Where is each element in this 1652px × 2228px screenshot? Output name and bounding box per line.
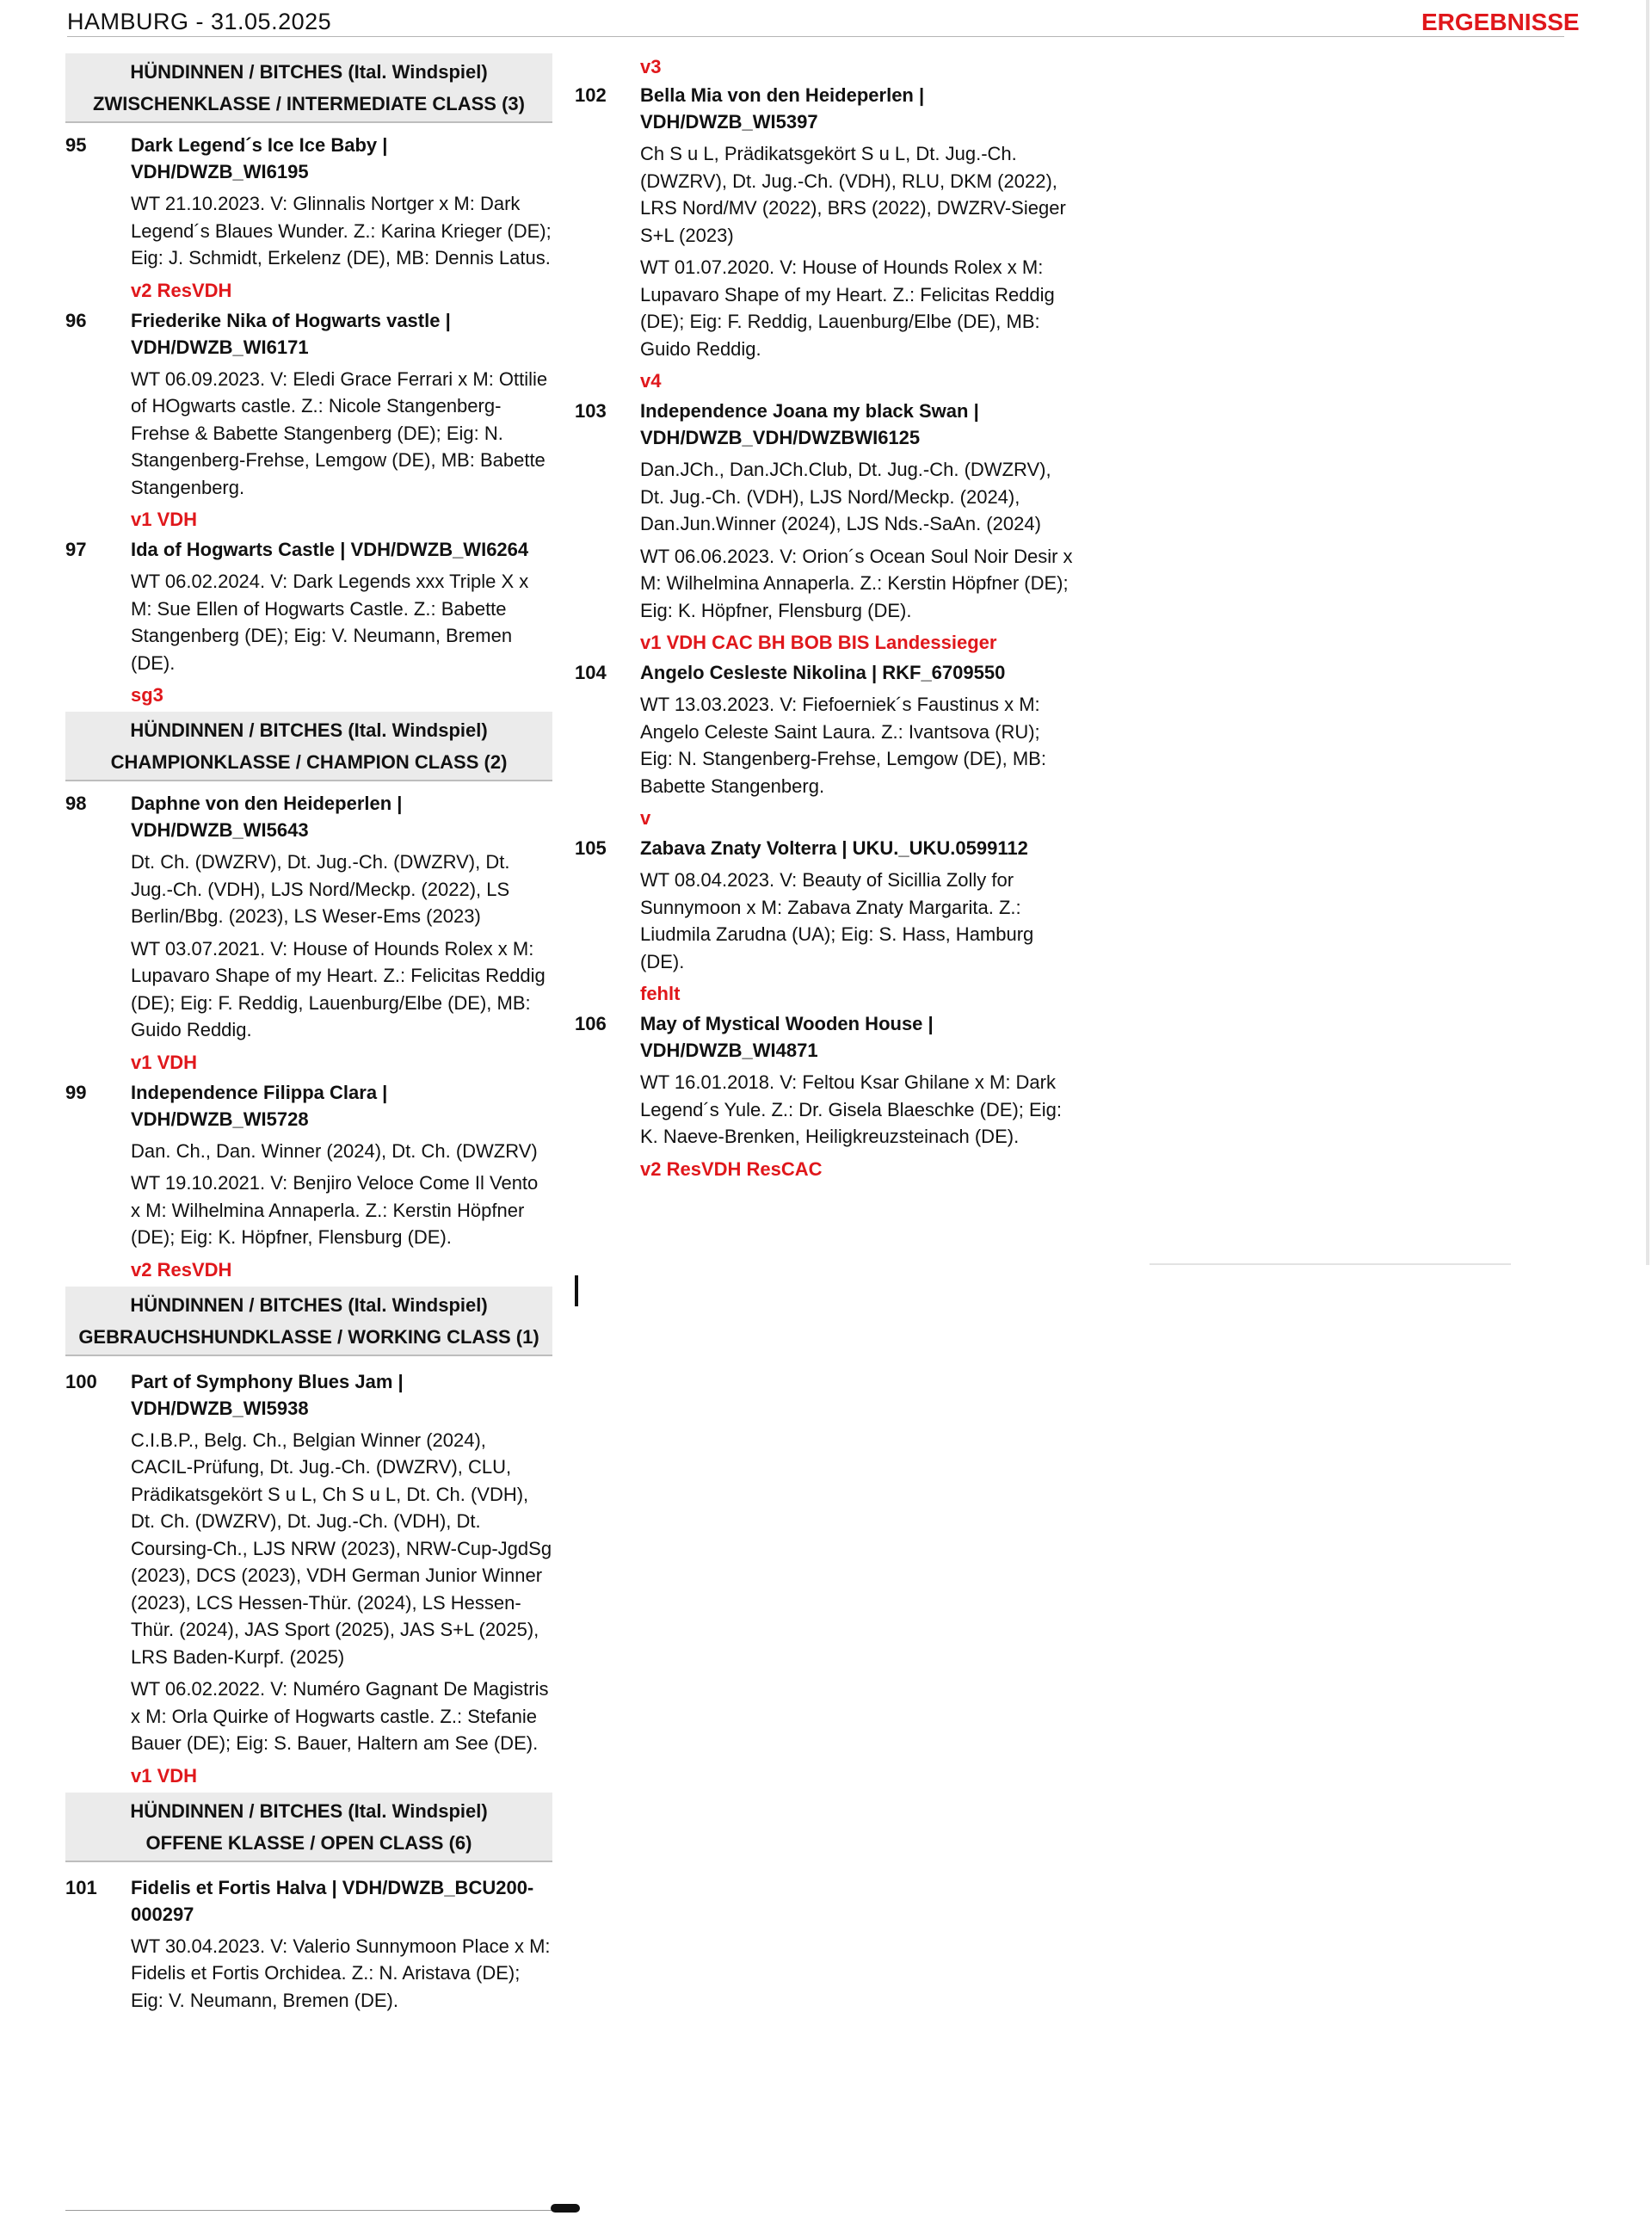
text-cursor — [575, 1275, 578, 1306]
class-header-line2: CHAMPIONKLASSE / CHAMPION CLASS (2) — [110, 751, 508, 773]
class-header-line2: OFFENE KLASSE / OPEN CLASS (6) — [145, 1831, 472, 1854]
dog-details: WT 01.07.2020. V: House of Hounds Rolex x M: Lupavaro Shape of my Heart. Z.: Felicitas Reddig (DE); Eig: F. Reddig, Lauenburg/Elbe (DE), MB: Guido Reddig. — [640, 256, 1055, 360]
dog-titles: Dan. Ch., Dan. Winner (2024), Dt. Ch. (DWZRV) — [131, 1139, 538, 1162]
dog-details: WT 06.02.2024. V: Dark Legends xxx Triple X x M: Sue Ellen of Hogwarts Castle. Z.: Babette Stangenberg (DE); Eig: V. Neumann, Bremen (DE). — [131, 571, 529, 674]
result-grade: fehlt — [640, 983, 681, 1004]
result-grade: v4 — [640, 370, 662, 392]
entry-103 — [575, 398, 1074, 656]
class-header-line1: HÜNDINNEN / BITCHES (Ital. Windspiel) — [130, 719, 488, 741]
class-header-intermediate — [65, 53, 552, 123]
class-header-line1: HÜNDINNEN / BITCHES (Ital. Windspiel) — [130, 61, 488, 83]
result-grade: v1 VDH CAC BH BOB BIS Landessieger — [640, 632, 997, 653]
result-grade: v2 ResVDH ResCAC — [640, 1157, 823, 1180]
left-column — [65, 50, 552, 2022]
result-grade: v2 ResVDH — [131, 1258, 232, 1281]
right-column — [575, 52, 1074, 1186]
dog-titles: Dan.JCh., Dan.JCh.Club, Dt. Jug.-Ch. (DWZRV), Dt. Jug.-Ch. (VDH), LJS Nord/Meckp. (2024), Dan.Jun.Winner (2024), LJS Nds.-SaAn. (2024) — [640, 459, 1051, 534]
entry-102 — [575, 82, 1074, 394]
page-mark — [551, 2204, 580, 2213]
catalog-number: 101 — [65, 1876, 97, 1898]
dog-name: Ida of Hogwarts Castle | VDH/DWZB_WI6264 — [131, 539, 529, 560]
catalog-number: 97 — [65, 539, 87, 560]
catalog-number: 102 — [575, 84, 607, 106]
dog-details: WT 03.07.2021. V: House of Hounds Rolex x M: Lupavaro Shape of my Heart. Z.: Felicitas Reddig (DE); Eig: F. Reddig, Lauenburg/Elbe (DE), MB: Guido Reddig. — [131, 937, 546, 1040]
dog-details: WT 13.03.2023. V: Fiefoerniek´s Faustinus x M: Angelo Celeste Saint Laura. Z.: Ivantsova (RU); Eig: N. Stangenberg-Frehse, Lemgow (DE), MB: Babette Stangenberg. — [640, 694, 1046, 797]
dog-name: Dark Legend´s Ice Ice Baby | VDH/DWZB_WI6195 — [131, 134, 388, 182]
dog-details: WT 19.10.2021. V: Benjiro Veloce Come Il Vento x M: Wilhelmina Annaperla. Z.: Kerstin Höpfner (DE); Eig: K. Höpfner, Flensburg (DE). — [131, 1172, 539, 1248]
result-grade: v — [640, 807, 651, 829]
dog-name: Independence Filippa Clara | VDH/DWZB_WI5728 — [131, 1081, 388, 1130]
dog-details: WT 06.02.2022. V: Numéro Gagnant De Magistris x M: Orla Quirke of Hogwarts castle. Z.: Stefanie Bauer (DE); Eig: S. Bauer, Haltern am See (DE). — [131, 1678, 549, 1754]
catalog-number: 103 — [575, 400, 607, 422]
class-header-open — [65, 1793, 552, 1862]
class-header-line2: GEBRAUCHSHUNDKLASSE / WORKING CLASS (1) — [78, 1325, 539, 1348]
page-edge-shadow — [1646, 0, 1649, 1265]
result-grade: v2 ResVDH — [131, 279, 232, 301]
entry-95 — [65, 132, 552, 304]
class-header-line1: HÜNDINNEN / BITCHES (Ital. Windspiel) — [130, 1293, 488, 1316]
class-header-working — [65, 1287, 552, 1356]
header-divider — [67, 36, 1564, 37]
dog-name: Friederike Nika of Hogwarts vastle | VDH/DWZB_WI6171 — [131, 309, 451, 358]
result-grade-entry-101: v3 — [640, 56, 662, 77]
result-grade: v1 VDH — [131, 1764, 198, 1787]
dog-name: Independence Joana my black Swan | VDH/DWZB_VDH/DWZBWI6125 — [640, 400, 979, 448]
dog-details: WT 30.04.2023. V: Valerio Sunnymoon Place x M: Fidelis et Fortis Orchidea. Z.: N. Aristava (DE); Eig: V. Neumann, Bremen (DE). — [131, 1935, 551, 2011]
catalog-number: 98 — [65, 793, 87, 814]
class-header-champion — [65, 712, 552, 781]
entry-98 — [65, 790, 552, 1076]
entry-104 — [575, 659, 1074, 831]
dog-details: WT 21.10.2023. V: Glinnalis Nortger x M: Dark Legend´s Blaues Wunder. Z.: Karina Krieger (DE); Eig: J. Schmidt, Erkelenz (DE), MB: Dennis Latus. — [131, 193, 552, 268]
dog-titles: C.I.B.P., Belg. Ch., Belgian Winner (2024), CACIL-Prüfung, Dt. Jug.-Ch. (DWZRV), CLU, Prädikatsgekört S u L, Ch S u L, Dt. Ch. (VDH), Dt. Ch. (DWZRV), Dt. Jug.-Ch. (VDH), Dt. Coursing-Ch., LJS NRW (2023), NRW-Cup-JgdSg (2023), DCS (2023), VDH German Junior Winner (2023), LCS Hessen-Thür. (2024), LS Hessen-Thür. (2024), JAS Sport (2025), JAS S+L (2025), LRS Baden-Kurpf. (2025) — [131, 1429, 552, 1668]
dog-name: Angelo Cesleste Nikolina | RKF_6709550 — [640, 662, 1006, 683]
class-header-line2: ZWISCHENKLASSE / INTERMEDIATE CLASS (3) — [93, 93, 525, 114]
entry-97 — [65, 536, 552, 708]
catalog-number: 96 — [65, 309, 87, 331]
entry-100 — [65, 1368, 552, 1789]
dog-name: Part of Symphony Blues Jam | VDH/DWZB_WI5938 — [131, 1370, 404, 1419]
catalog-number: 104 — [575, 662, 607, 683]
dog-name: Fidelis et Fortis Halva | VDH/DWZB_BCU200-000297 — [131, 1876, 534, 1925]
dog-details: WT 16.01.2018. V: Feltou Ksar Ghilane x M: Dark Legend´s Yule. Z.: Dr. Gisela Blaeschke (DE); Eig: K. Naeve-Brenken, Heiligkreuzsteinach (DE). — [640, 1071, 1062, 1147]
results-heading: ERGEBNISSE — [1421, 9, 1580, 35]
entry-106 — [575, 1010, 1074, 1182]
catalog-number: 106 — [575, 1013, 607, 1034]
catalog-number: 105 — [575, 837, 607, 859]
entry-99 — [65, 1079, 552, 1283]
result-grade: v1 VDH — [131, 509, 198, 530]
entry-101 — [65, 1874, 552, 2020]
catalog-number: 99 — [65, 1081, 87, 1103]
footer-divider — [65, 2210, 552, 2211]
faint-overflow-line — [1150, 1263, 1511, 1265]
entry-96 — [65, 307, 552, 534]
dog-name: May of Mystical Wooden House | VDH/DWZB_WI4871 — [640, 1013, 934, 1061]
dog-titles: Dt. Ch. (DWZRV), Dt. Jug.-Ch. (DWZRV), Dt. Jug.-Ch. (VDH), LJS Nord/Meckp. (2022), LS Berlin/Bbg. (2023), LS Weser-Ems (2023) — [131, 851, 510, 927]
show-location-date: HAMBURG - 31.05.2025 — [67, 9, 332, 34]
result-grade: v1 VDH — [131, 1051, 198, 1073]
dog-details: WT 06.09.2023. V: Eledi Grace Ferrari x M: Ottilie of HOgwarts castle. Z.: Nicole Stangenberg-Frehse & Babette Stangenberg (DE); Eig: N. Stangenberg-Frehse, Lemgow (DE), MB: Babette Stangenberg. — [131, 367, 548, 498]
dog-name: Bella Mia von den Heideperlen | VDH/DWZB_WI5397 — [640, 84, 925, 133]
catalog-number: 95 — [65, 134, 87, 156]
entry-105 — [575, 835, 1074, 1007]
class-header-line1: HÜNDINNEN / BITCHES (Ital. Windspiel) — [130, 1799, 488, 1822]
dog-titles: Ch S u L, Prädikatsgekört S u L, Dt. Jug.-Ch. (DWZRV), Dt. Jug.-Ch. (VDH), RLU, DKM (2022), LRS Nord/MV (2022), BRS (2022), DWZRV-Sieger S+L (2023) — [640, 143, 1066, 246]
catalog-number: 100 — [65, 1370, 97, 1392]
dog-details: WT 08.04.2023. V: Beauty of Sicillia Zolly for Sunnymoon x M: Zabava Znaty Margarita. Z.: Liudmila Zarudna (UA); Eig: S. Hass, Hamburg (DE). — [640, 869, 1034, 972]
result-grade: sg3 — [131, 684, 163, 706]
dog-name: Daphne von den Heideperlen | VDH/DWZB_WI5643 — [131, 793, 403, 841]
dog-details: WT 06.06.2023. V: Orion´s Ocean Soul Noir Desir x M: Wilhelmina Annaperla. Z.: Kerstin Höpfner (DE); Eig: K. Höpfner, Flensburg (DE). — [640, 545, 1073, 621]
dog-name: Zabava Znaty Volterra | UKU._UKU.0599112 — [640, 837, 1028, 859]
